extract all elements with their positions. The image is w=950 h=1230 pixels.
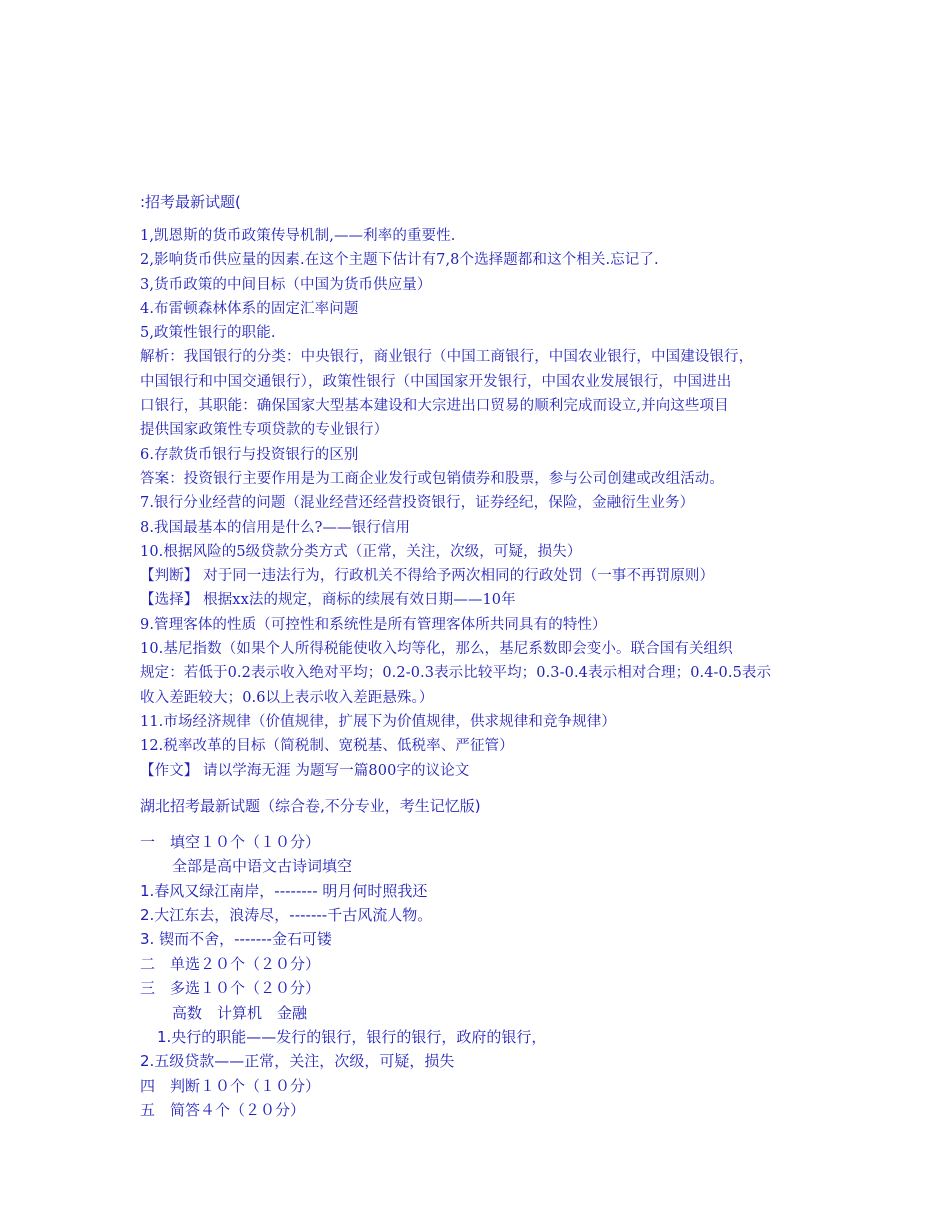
section2-title: 湖北招考最新试题（综合卷,不分专业，考生记忆版) <box>140 796 481 815</box>
text-line: 2.大江东去，浪涛尽，-------千古风流人物。 <box>140 906 433 925</box>
text-line: 6.存款货币银行与投资银行的区别 <box>140 446 359 463</box>
text-line: 3. 锲而不舍，-------金石可镂 <box>140 930 332 949</box>
text-line: 中国银行和中国交通银行），政策性银行（中国国家开发银行，中国农业发展银行，中国进出 <box>140 373 732 390</box>
text-line: 11.市场经济规律（价值规律，扩展下为价值规律，供求规律和竞争规律） <box>140 713 616 730</box>
section2-body <box>140 830 820 1123</box>
section1-body <box>140 224 820 783</box>
text-line: 7.银行分业经营的问题（混业经营还经营投资银行，证券经纪，保险，金融衍生业务） <box>140 495 695 512</box>
text-line: 5,政策性银行的职能. <box>140 325 276 342</box>
text-line: 1,凯恩斯的货币政策传导机制,——利率的重要性. <box>140 228 456 244</box>
text-line: 五 简答４个（２０分） <box>140 1101 306 1120</box>
text-line: 提供国家政策性专项贷款的专业银行） <box>140 422 389 439</box>
text-line: 10.基尼指数（如果个人所得税能使收入均等化，那么，基尼系数即会变小。联合国有关组织 <box>140 641 733 658</box>
text-line: 四 判断１０个（１０分） <box>140 1076 321 1095</box>
text-line: 2.五级贷款——正常，关注，次级，可疑，损失 <box>140 1052 455 1071</box>
text-line: 高数 计算机 金融 <box>172 1003 308 1022</box>
text-line: 3,货币政策的中间目标（中国为货币供应量） <box>140 276 432 293</box>
text-line: 二 单选２０个（２０分） <box>140 954 321 973</box>
text-line: 12.税率改革的目标（简税制、宽税基、低税率、严征管） <box>140 738 514 755</box>
text-line: 10.根据风险的5级贷款分类方式（正常，关注，次级，可疑，损失） <box>140 543 582 560</box>
text-line: 8.我国最基本的信用是什么?——银行信用 <box>140 519 411 536</box>
text-line: 【选择】 根据xx法的规定，商标的续展有效日期——10年 <box>140 592 516 609</box>
document-content <box>140 190 820 1123</box>
text-line: 收入差距较大；0.6以上表示收入差距悬殊。） <box>140 689 434 706</box>
section1-title: :招考最新试题( <box>140 193 241 211</box>
text-line: 三 多选１０个（２０分） <box>140 979 321 998</box>
text-line: 【作文】 请以学海无涯 为题写一篇800字的议论文 <box>140 762 470 779</box>
text-line: 【判断】 对于同一违法行为，行政机关不得给予两次相同的行政处罚（一事不再罚原则） <box>140 568 715 585</box>
text-line: 答案：投资银行主要作用是为工商企业发行或包销债券和股票，参与公司创建或改组活动。 <box>140 470 724 487</box>
text-line: 一 填空１０个（１０分） <box>140 832 321 851</box>
text-line: 口银行，其职能：确保国家大型基本建设和大宗进出口贸易的顺利完成而设立,并向这些项目 <box>140 398 729 415</box>
text-line: 全部是高中语文古诗词填空 <box>172 857 353 876</box>
text-line: 9.管理客体的性质（可控性和系统性是所有管理客体所共同具有的特性） <box>140 616 607 633</box>
text-line: 规定：若低于0.2表示收入绝对平均；0.2-0.3表示比较平均；0.3-0.4表示相对合理；0.4-0.5表示 <box>140 665 772 682</box>
text-line: 4.布雷顿森林体系的固定汇率问题 <box>140 300 359 317</box>
text-line: 1.春风又绿江南岸，-------- 明月何时照我还 <box>140 881 428 900</box>
text-line: 2,影响货币供应量的因素.在这个主题下估计有7,8个选择题都和这个相关.忘记了. <box>140 252 659 269</box>
text-line: 解析：我国银行的分类：中央银行，商业银行（中国工商银行，中国农业银行，中国建设银行， <box>140 349 754 366</box>
text-line: 1.央行的职能——发行的银行，银行的银行，政府的银行， <box>157 1028 547 1047</box>
